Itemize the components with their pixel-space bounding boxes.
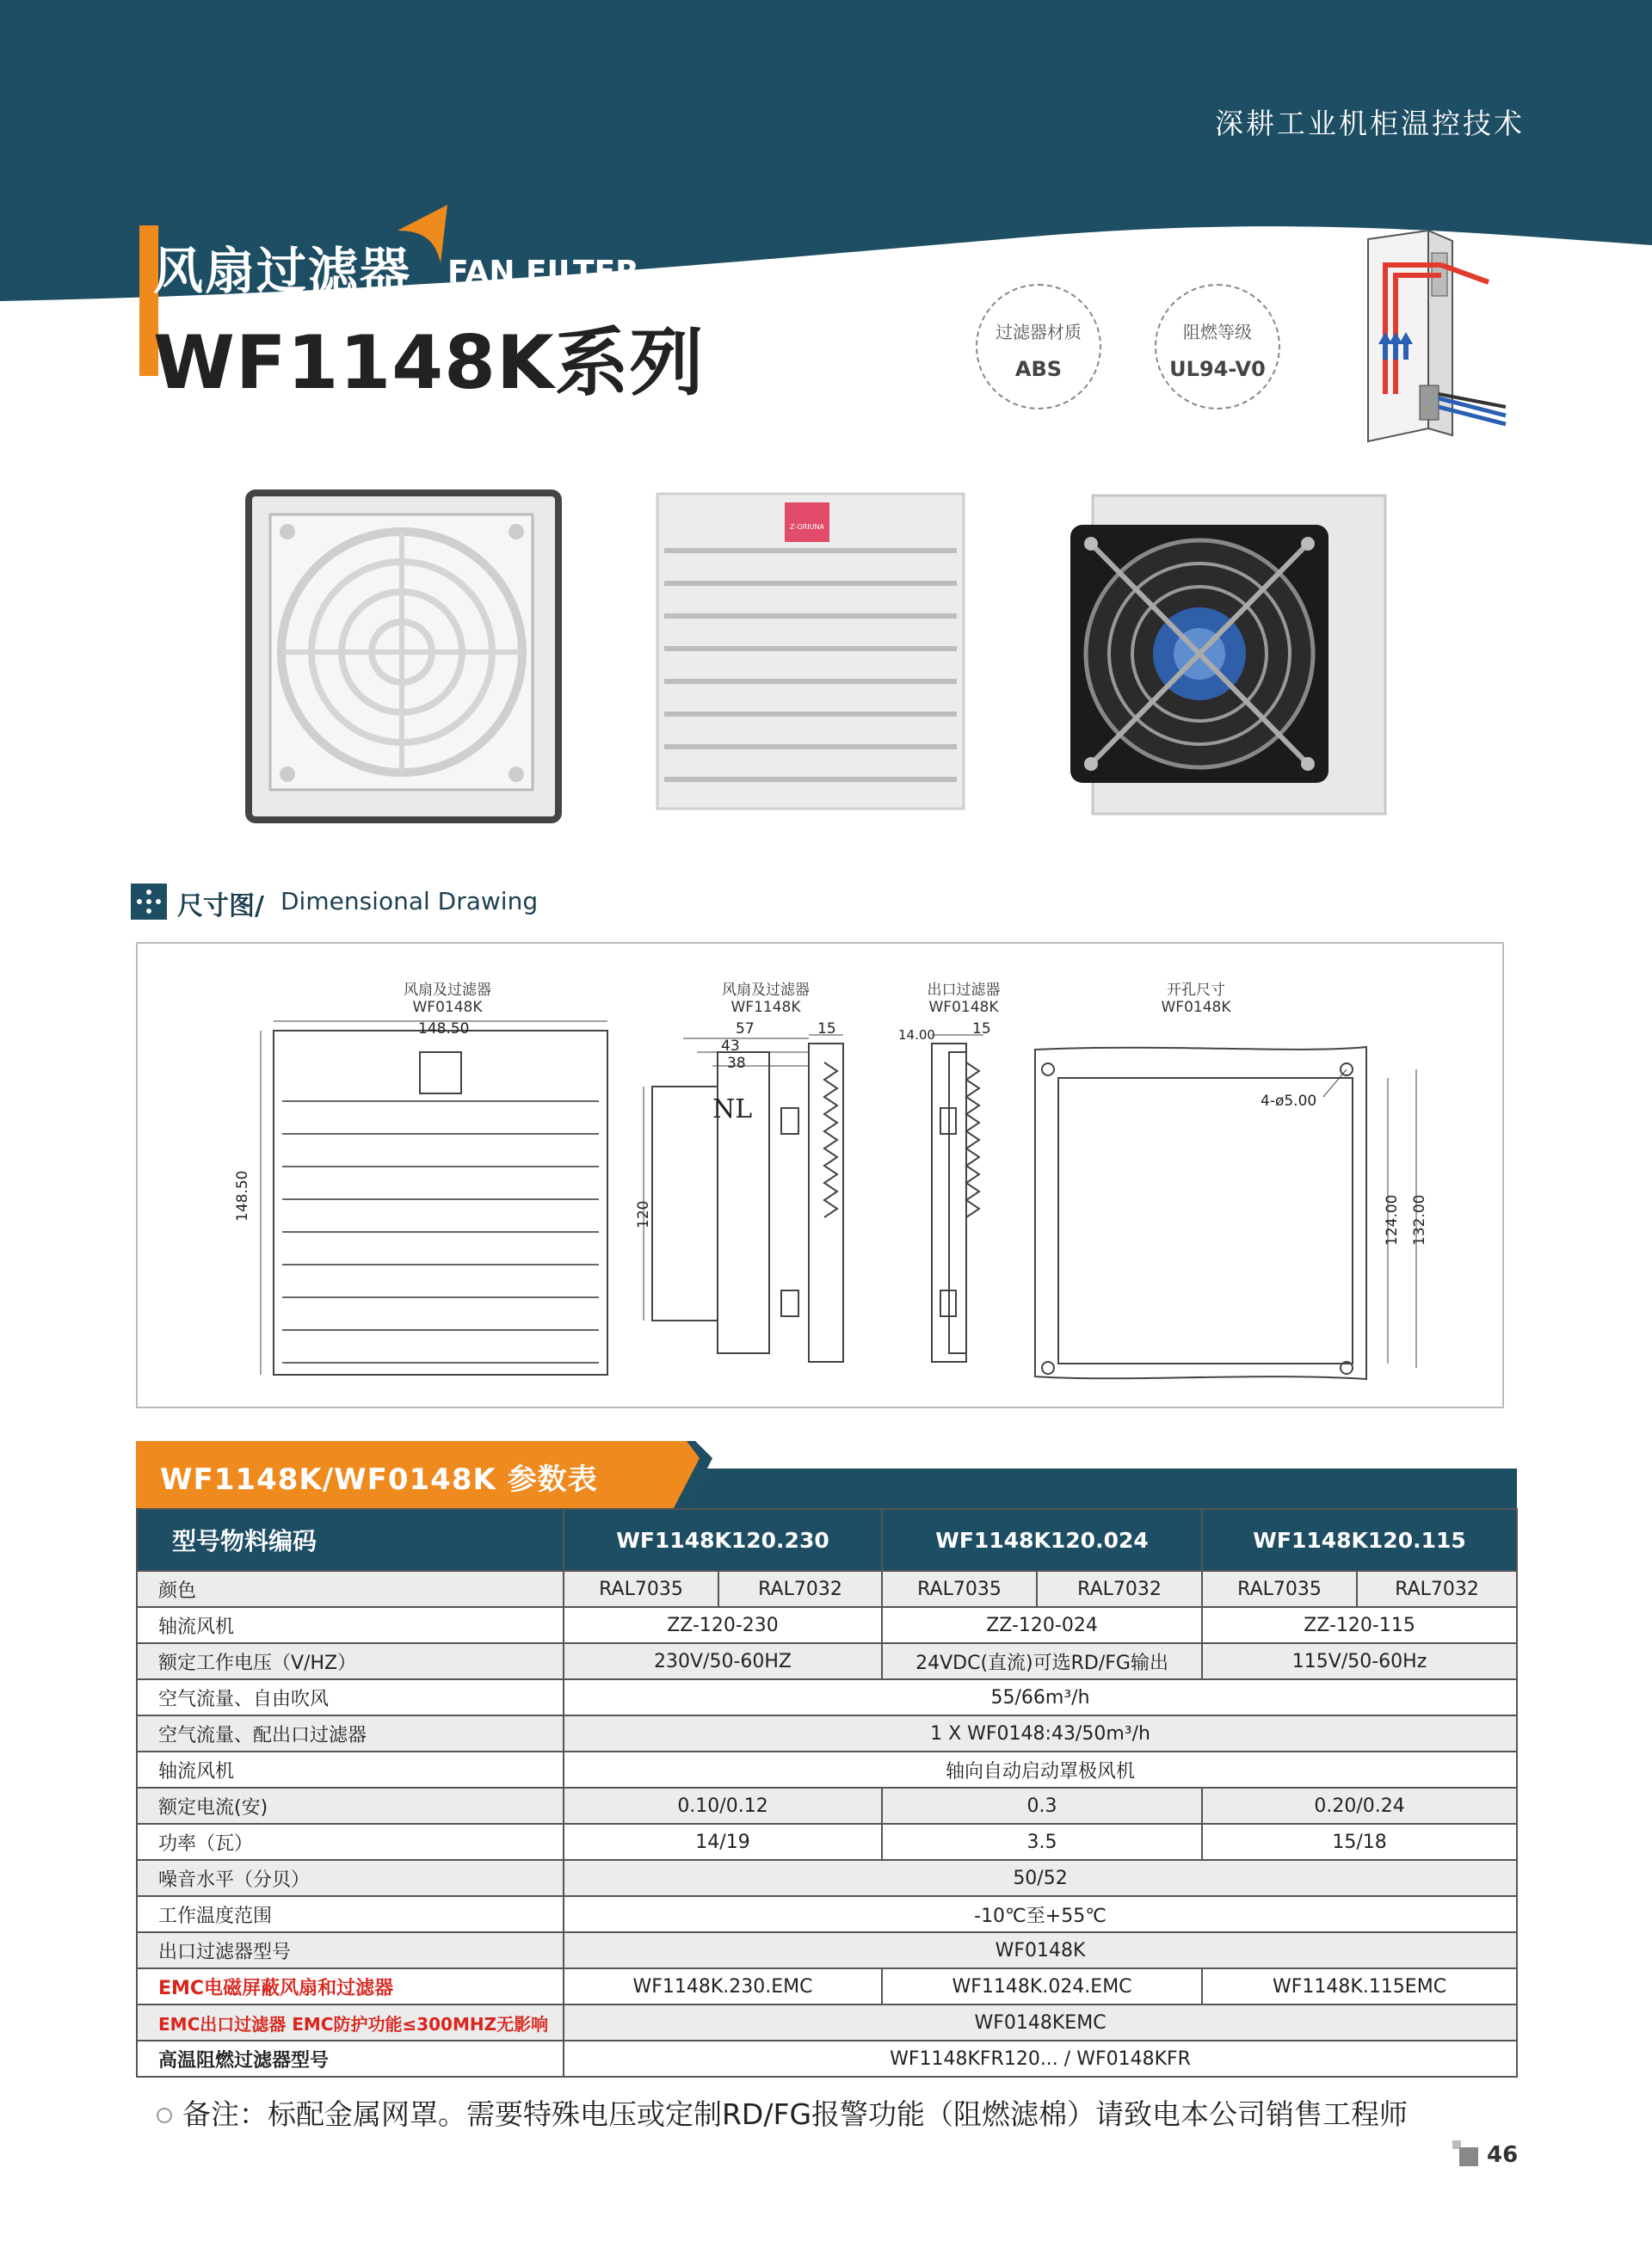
drawing-3-title-text: 出口过滤器 <box>927 982 1001 999</box>
row-label-power: 功率（瓦） <box>137 1824 564 1860</box>
drawing-3-model: WF0148K <box>928 999 999 1016</box>
cell: -10℃至+55℃ <box>564 1896 1517 1932</box>
badge-flame-value: UL94-V0 <box>1169 357 1266 381</box>
cell: WF1148KFR120... / WF0148KFR <box>564 2041 1517 2077</box>
cell: RAL7035 <box>564 1571 718 1607</box>
cell: ZZ-120-024 <box>882 1607 1202 1643</box>
badge-flame-label: 阻燃等级 <box>1183 322 1252 342</box>
table-row <box>137 1715 1517 1752</box>
table-row <box>137 1860 1517 1896</box>
cell: RAL7035 <box>882 1571 1037 1607</box>
dim-height-148: 148.50 <box>234 1170 251 1222</box>
product-image-fan <box>1065 490 1390 821</box>
cell: 0.20/0.24 <box>1202 1788 1517 1824</box>
cell: WF0148KEMC <box>564 2004 1517 2041</box>
table-row <box>137 1752 1517 1788</box>
product-title-en: FAN FILTER <box>447 255 639 290</box>
cell: RAL7035 <box>1202 1571 1357 1607</box>
table-row <box>137 1932 1517 1968</box>
row-label-voltage: 额定工作电压（V/HZ） <box>137 1643 564 1679</box>
dim-57: 57 <box>736 1020 755 1038</box>
product-series: WF1148K系列 <box>153 320 705 406</box>
dim-38: 38 <box>727 1055 746 1072</box>
row-label-fan-type: 轴流风机 <box>137 1752 564 1788</box>
product-image-filter <box>244 489 563 824</box>
table-row <box>137 1571 1517 1607</box>
drawing-4-title-text: 开孔尺寸 <box>1167 982 1225 999</box>
table-row <box>137 1824 1517 1860</box>
header-model-code: 型号物料编码 <box>137 1509 564 1571</box>
page-number-deco <box>1459 2147 1478 2166</box>
cell: 230V/50-60HZ <box>564 1643 882 1679</box>
note-bullet-icon <box>157 2108 172 2123</box>
cell: 115V/50-60Hz <box>1202 1643 1517 1679</box>
param-table <box>136 1508 1518 2078</box>
section-title-cn-text: 尺寸图 <box>177 891 255 921</box>
drawing-4-model: WF0148K <box>1161 999 1231 1016</box>
dim-15-outlet: 15 <box>972 1020 991 1038</box>
cell: 0.10/0.12 <box>564 1788 882 1824</box>
row-label-airflow-free: 空气流量、自由吹风 <box>137 1679 564 1715</box>
product-image-louver <box>656 492 965 810</box>
row-label-outlet: 出口过滤器型号 <box>137 1932 564 1968</box>
cell: 15/18 <box>1202 1824 1517 1860</box>
dim-14: 14.00 <box>898 1027 935 1043</box>
dim-120: 120 <box>635 1200 652 1229</box>
cell: ZZ-120-230 <box>564 1607 882 1643</box>
row-label-flame: 高温阻燃过滤器型号 <box>137 2041 564 2077</box>
cell: RAL7032 <box>1357 1571 1517 1607</box>
param-table-title: WF1148K/WF0148K 参数表 <box>160 1463 598 1497</box>
cell: 3.5 <box>882 1824 1202 1860</box>
cell: RAL7032 <box>718 1571 882 1607</box>
row-label-emc-outlet: EMC出口过滤器 EMC防护功能≤300MHZ无影响 <box>137 2004 564 2041</box>
badge-material-label: 过滤器材质 <box>996 322 1082 342</box>
cell: RAL7032 <box>1037 1571 1202 1607</box>
table-row <box>137 1788 1517 1824</box>
header-model-230: WF1148K120.230 <box>564 1509 882 1571</box>
row-label-emc: EMC电磁屏蔽风扇和过滤器 <box>137 1968 564 2004</box>
dimension-section-icon <box>131 884 167 920</box>
header-model-024: WF1148K120.024 <box>882 1509 1202 1571</box>
cell: 0.3 <box>882 1788 1202 1824</box>
dim-width-148: 148.50 <box>418 1020 470 1038</box>
section-separator: / <box>255 891 264 921</box>
product-title-cn: 风扇过滤器 <box>153 242 412 300</box>
dimension-section-title-cn <box>177 884 264 922</box>
cell: 55/66m³/h <box>564 1679 1517 1715</box>
badge-material-value: ABS <box>1014 357 1063 381</box>
terminal-label: NL <box>712 1094 753 1124</box>
cell: 1 X WF0148:43/50m³/h <box>564 1715 1517 1752</box>
dim-124: 124.00 <box>1384 1194 1401 1246</box>
drawing-1-title-text: 风扇及过滤器 <box>404 982 491 999</box>
drawing-2-title-text: 风扇及过滤器 <box>722 982 810 999</box>
row-label-color: 颜色 <box>137 1571 564 1607</box>
row-label-temp: 工作温度范围 <box>137 1896 564 1932</box>
table-row <box>137 1607 1517 1643</box>
dim-43: 43 <box>721 1038 740 1055</box>
page-number: 46 <box>1487 2142 1519 2168</box>
dim-132: 132.00 <box>1411 1194 1428 1246</box>
row-label-fan: 轴流风机 <box>137 1607 564 1643</box>
drawing-1-model: WF0148K <box>412 999 483 1016</box>
dim-15-side: 15 <box>817 1020 836 1038</box>
table-row <box>137 1968 1517 2004</box>
header-model-115: WF1148K120.115 <box>1202 1509 1517 1571</box>
table-row <box>137 2041 1517 2077</box>
dim-hole-diameter: 4-ø5.00 <box>1261 1093 1317 1110</box>
cabinet-airflow-illustration <box>1359 231 1514 446</box>
drawing-2-model: WF1148K <box>730 999 801 1016</box>
company-slogan: 深耕工业机柜温控技术 <box>1215 107 1525 140</box>
dimension-drawings <box>136 942 1504 1408</box>
table-row <box>137 1679 1517 1715</box>
table-row <box>137 1643 1517 1679</box>
row-label-current: 额定电流(安) <box>137 1788 564 1824</box>
badge-material <box>976 284 1101 410</box>
row-label-noise: 噪音水平（分贝） <box>137 1860 564 1896</box>
table-row <box>137 1896 1517 1932</box>
cell: WF1148K.230.EMC <box>564 1968 882 2004</box>
cell: 14/19 <box>564 1824 882 1860</box>
louver-brand-tag: Z-ORIUNA <box>790 523 824 531</box>
cell: WF0148K <box>564 1932 1517 1968</box>
table-header-row <box>137 1509 1517 1571</box>
cell: WF1148K.115EMC <box>1202 1968 1517 2004</box>
table-row <box>137 2004 1517 2041</box>
cell: 50/52 <box>564 1860 1517 1896</box>
dimension-section-title-en: Dimensional Drawing <box>280 887 539 915</box>
cell: 24VDC(直流)可选RD/FG输出 <box>882 1643 1202 1679</box>
cell: ZZ-120-115 <box>1202 1607 1517 1643</box>
row-label-airflow-filter: 空气流量、配出口过滤器 <box>137 1715 564 1752</box>
footnote: 备注：标配金属网罩。需要特殊电压或定制RD/FG报警功能（阻燃滤棉）请致电本公司销售工程师 <box>182 2097 1409 2131</box>
badge-flame-rating <box>1155 284 1280 410</box>
cell: 轴向自动启动罩极风机 <box>564 1752 1517 1788</box>
cell: WF1148K.024.EMC <box>882 1968 1202 2004</box>
